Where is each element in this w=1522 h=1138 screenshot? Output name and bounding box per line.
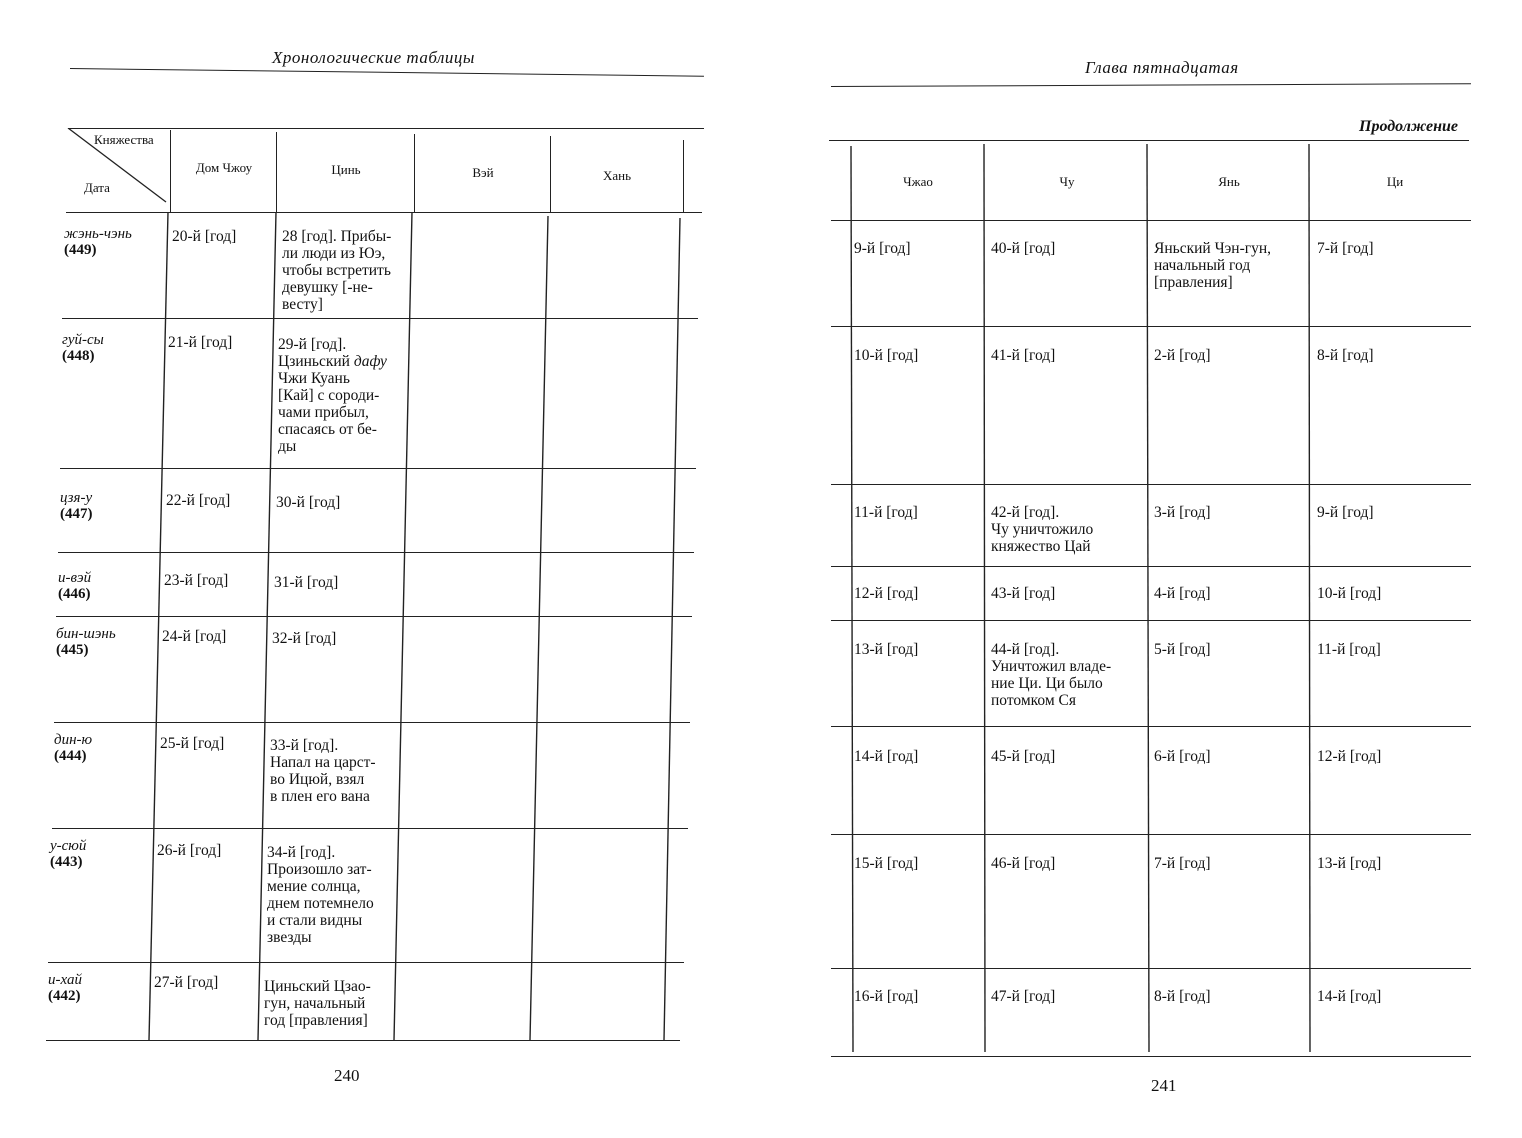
cell-qi: 8-й [год] [1317, 347, 1374, 364]
cell-qin: 31-й [год] [274, 574, 339, 591]
date-cyclic: дин-ю [54, 732, 93, 748]
continuation-label: Продолжение [1359, 118, 1458, 135]
cell-yan: Яньский Чэн-гун, начальный год [правления] [1154, 240, 1272, 291]
cell-zhao: 14-й [год] [854, 748, 919, 765]
cell-qin: 33-й [год]. Напал на царст- во Ицюй, взял в плен его вана [270, 737, 376, 805]
date-cyclic: бин-шэнь [56, 626, 116, 642]
cell-chu: 47-й [год] [991, 988, 1056, 1005]
cell-zhou: 25-й [год] [160, 735, 225, 752]
cell-yan: 4-й [год] [1154, 585, 1211, 602]
date-year: (447) [60, 506, 93, 522]
cell-zhou: 22-й [год] [166, 492, 231, 509]
date-year: (444) [54, 748, 87, 764]
cell-yan: 7-й [год] [1154, 855, 1211, 872]
date-cyclic: цзя-у [60, 490, 93, 506]
col-header-chu: Чу [1059, 174, 1075, 189]
cell-qin: 32-й [год] [272, 630, 337, 647]
cell-zhao: 16-й [год] [854, 988, 919, 1005]
cell-qin: 29-й [год]. Цзиньский дафу Чжи Куань [Кай] с сороди- чами прибыл, спасаясь от бе- ды [278, 336, 387, 455]
cell-zhao: 13-й [год] [854, 641, 919, 658]
cell-qi: 11-й [год] [1317, 641, 1381, 658]
cell-chu: 43-й [год] [991, 585, 1056, 602]
date-cyclic: и-вэй [58, 570, 92, 586]
col-header-zhou: Дом Чжоу [195, 160, 253, 175]
corner-header-bottom: Дата [84, 180, 110, 195]
right-page [761, 0, 1522, 1138]
cell-chu: 42-й [год]. Чу уничтожило княжество Цай [991, 504, 1094, 555]
cell-qi: 10-й [год] [1317, 585, 1382, 602]
cell-chu: 45-й [год] [991, 748, 1056, 765]
date-cyclic: и-хай [48, 972, 82, 988]
col-header-han: Хань [602, 168, 632, 183]
page-number-right: 241 [1151, 1076, 1177, 1095]
cell-qi: 14-й [год] [1317, 988, 1382, 1005]
date-year: (448) [62, 348, 95, 364]
corner-header-top: Княжества [94, 132, 154, 147]
page-number-left: 240 [334, 1066, 360, 1085]
date-year: (446) [58, 586, 91, 602]
cell-zhao: 9-й [год] [854, 240, 911, 257]
cell-qi: 9-й [год] [1317, 504, 1374, 521]
cell-qin: 30-й [год] [276, 494, 341, 511]
date-year: (442) [48, 988, 81, 1004]
cell-qi: 12-й [год] [1317, 748, 1382, 765]
cell-chu: 44-й [год]. Уничтожил владе- ние Ци. Ци было потомком Ся [991, 641, 1112, 709]
cell-qi: 13-й [год] [1317, 855, 1382, 872]
date-cyclic: у-сюй [50, 838, 87, 854]
cell-chu: 40-й [год] [991, 240, 1056, 257]
cell-zhao: 15-й [год] [854, 855, 919, 872]
cell-zhou: 24-й [год] [162, 628, 227, 645]
cell-qi: 7-й [год] [1317, 240, 1374, 257]
cell-zhao: 10-й [год] [854, 347, 919, 364]
cell-qin: 28 [год]. Прибы- ли люди из Юэ, чтобы встретить девушку [-не- весту] [282, 228, 392, 313]
cell-yan: 8-й [год] [1154, 988, 1211, 1005]
cell-chu: 46-й [год] [991, 855, 1056, 872]
date-cyclic: гуй-сы [62, 332, 104, 348]
cell-yan: 6-й [год] [1154, 748, 1211, 765]
col-header-wei: Вэй [472, 165, 494, 180]
cell-yan: 3-й [год] [1154, 504, 1211, 521]
cell-zhao: 11-й [год] [854, 504, 918, 521]
cell-zhou: 27-й [год] [154, 974, 219, 991]
date-cyclic: жэнь-чэнь [64, 226, 132, 242]
cell-qin: Циньский Цзао- гун, начальный год [правления] [264, 978, 371, 1029]
cell-chu: 41-й [год] [991, 347, 1056, 364]
cell-yan: 2-й [год] [1154, 347, 1211, 364]
cell-zhou: 21-й [год] [168, 334, 233, 351]
col-header-qin: Цинь [331, 162, 361, 177]
cell-yan: 5-й [год] [1154, 641, 1211, 658]
cell-zhou: 20-й [год] [172, 228, 237, 245]
date-year: (443) [50, 854, 83, 870]
date-year: (445) [56, 642, 89, 658]
body-column-rules-right [761, 0, 1522, 1138]
running-title-left: Хронологические таблицы [272, 48, 475, 67]
date-year: (449) [64, 242, 97, 258]
cell-qin: 34-й [год]. Произошло зат- мение солнца, днем потемнело и стали видны звезды [267, 844, 374, 946]
cell-zhou: 23-й [год] [164, 572, 229, 589]
col-header-yan: Янь [1218, 174, 1240, 189]
col-header-qi: Ци [1386, 174, 1404, 189]
col-header-zhao: Чжао [903, 174, 933, 189]
cell-zhao: 12-й [год] [854, 585, 919, 602]
cell-zhou: 26-й [год] [157, 842, 222, 859]
running-title-right: Глава пятнадцатая [1085, 58, 1239, 77]
